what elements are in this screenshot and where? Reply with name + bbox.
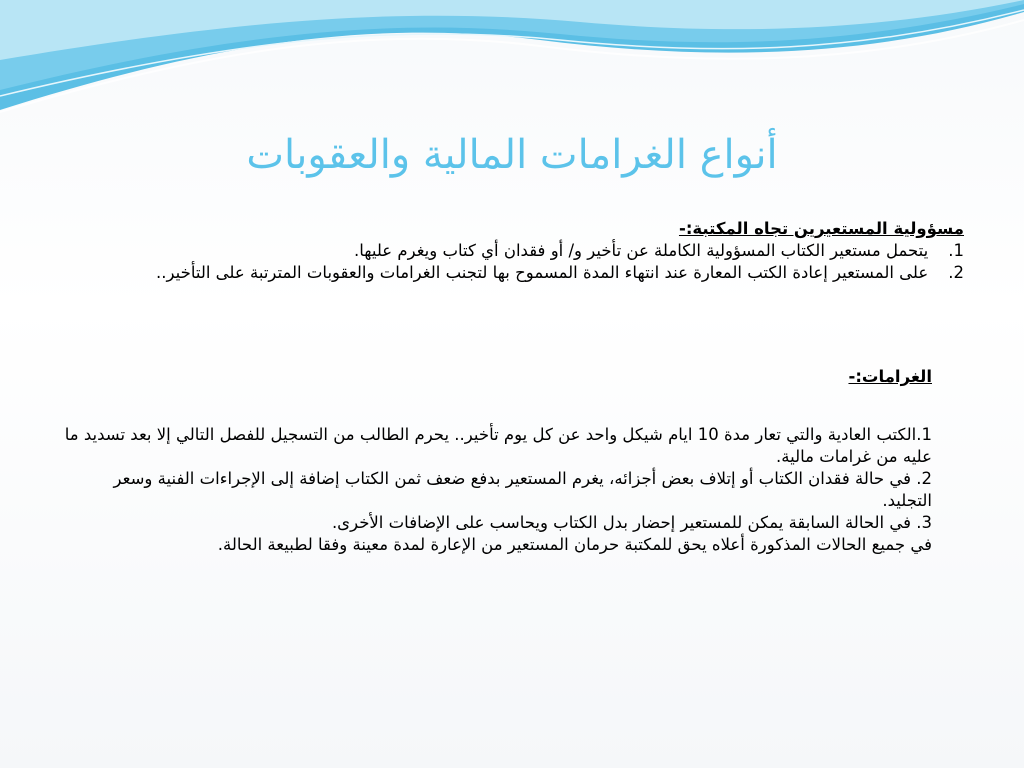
- decorative-wave: [0, 0, 1024, 120]
- responsibility-section: [60, 218, 964, 284]
- fines-heading: الغرامات:-: [848, 367, 932, 386]
- list-item: في جميع الحالات المذكورة أعلاه يحق للمكتبة حرمان المستعير من الإعارة لمدة معينة وفقا لطبيعة الحالة.: [217, 535, 932, 554]
- responsibility-heading: مسؤولية المستعيرين تجاه المكتبة:-: [678, 219, 964, 238]
- fines-heading-row: [60, 366, 932, 388]
- list-item: 3. في الحالة السابقة يمكن للمستعير إحضار بدل الكتاب ويحاسب على الإضافات الأخرى.: [331, 513, 932, 532]
- list-item: 2.على المستعير إعادة الكتب المعارة عند انتهاء المدة المسموح بها لتجنب الغرامات والعقوبات المترتبة على التأخير..: [156, 263, 964, 282]
- slide-title: أنواع الغرامات المالية والعقوبات: [246, 132, 778, 178]
- list-item: 2. في حالة فقدان الكتاب أو إتلاف بعض أجزائه، يغرم المستعير بدفع ضعف ثمن الكتاب إضافة إلى الإجراءات الفنية وسعر التجليد.: [113, 469, 932, 510]
- list-item: 1.الكتب العادية والتي تعار مدة 10 ايام شيكل واحد عن كل يوم تأخير.. يحرم الطالب من التسجيل للفصل التالي إلا بعد تسديد ما عليه من غرامات مالية.: [64, 425, 932, 466]
- list-item: 1.يتحمل مستعير الكتاب المسؤولية الكاملة عن تأخير و/ أو فقدان أي كتاب ويغرم عليها.: [353, 241, 964, 260]
- fines-section: [60, 424, 932, 556]
